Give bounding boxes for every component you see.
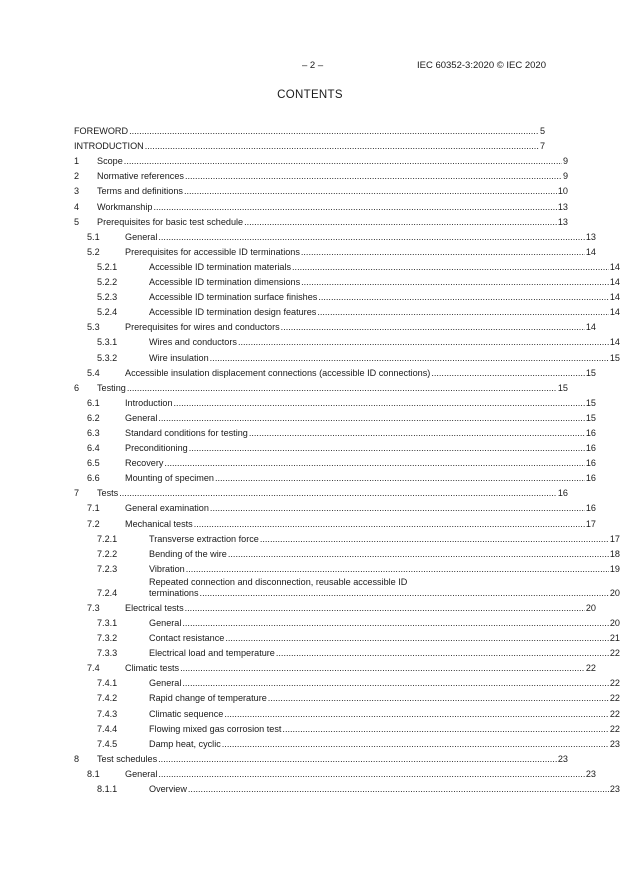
toc-entry-title: General: [149, 618, 182, 628]
toc-entry-body: [74, 754, 568, 767]
toc-entry-page: 22: [609, 723, 620, 734]
toc-entry[interactable]: [74, 335, 620, 350]
toc-entry-number: 4: [74, 201, 80, 212]
toc-entry-title: Wires and conductors: [149, 337, 237, 348]
toc-entry-number: 7.4: [87, 663, 100, 674]
toc-entry-title: Prerequisites for basic test schedule: [97, 216, 244, 227]
toc-entry-page: 22: [585, 663, 596, 674]
toc-entry-number: 7.2: [87, 518, 100, 529]
toc-entry[interactable]: [74, 154, 568, 169]
toc-entry-title: Damp heat, cyclic: [149, 738, 221, 749]
toc-entry-body: [74, 322, 596, 335]
toc-entry[interactable]: [74, 562, 620, 577]
toc-entry-number: 7.4.2: [97, 693, 118, 704]
dot-leader: [153, 202, 556, 213]
toc-entry-page: 23: [557, 753, 568, 764]
toc-entry-title: Preconditioning: [125, 443, 188, 454]
toc-entry-title: Climatic tests: [125, 663, 180, 674]
dot-leader: [292, 262, 609, 273]
toc-entry-title: Prerequisites for accessible ID terminations: [125, 246, 300, 257]
toc-entry-body: [74, 307, 620, 320]
dot-leader: [174, 398, 585, 409]
toc-entry-body: [74, 633, 620, 646]
page-title: CONTENTS: [277, 89, 343, 101]
toc-entry-title: Climatic sequence: [149, 708, 224, 719]
toc-entry-title: INTRODUCTION: [74, 141, 144, 152]
toc-entry[interactable]: [74, 139, 545, 154]
toc-entry[interactable]: [74, 767, 596, 782]
toc-entry-page: 14: [585, 246, 596, 257]
toc-entry-body: [74, 724, 620, 737]
toc-entry-body: [74, 383, 568, 396]
toc-entry-number: 5.4: [87, 367, 100, 378]
toc-entry-number: 5.3.2: [97, 352, 118, 363]
toc-entry-number: 5.2: [87, 246, 100, 257]
dot-leader: [184, 186, 557, 197]
toc-entry-body: [74, 368, 596, 381]
toc-entry[interactable]: [74, 124, 545, 139]
dot-leader: [282, 724, 608, 735]
dot-leader: [249, 428, 585, 439]
dot-leader: [194, 519, 585, 530]
dot-leader: [129, 126, 539, 137]
toc-entry-page: 16: [585, 473, 596, 484]
toc-entry-title: General: [125, 412, 158, 423]
toc-entry-body: [74, 648, 620, 661]
dot-leader: [228, 549, 609, 560]
toc-entry[interactable]: [74, 441, 596, 456]
toc-entry[interactable]: [74, 691, 620, 706]
toc-entry-body: [74, 217, 568, 230]
toc-entry-title: General: [125, 768, 158, 779]
toc-entry-title: Prerequisites for wires and conductors: [125, 322, 280, 333]
toc-entry[interactable]: [74, 547, 620, 562]
toc-entry-page: 13: [557, 216, 568, 227]
toc-entry-page: 21: [609, 633, 620, 644]
toc-entry-number: 5.2.2: [97, 277, 118, 288]
toc-entry-body: [74, 678, 620, 691]
toc-entry[interactable]: [74, 381, 568, 396]
toc-entry-body: [74, 171, 568, 184]
toc-entry-body: [74, 693, 620, 706]
toc-entry[interactable]: [74, 215, 568, 230]
toc-entry-body: [74, 473, 596, 486]
toc-entry-page: 19: [609, 563, 620, 574]
toc-entry-page: 14: [609, 277, 620, 288]
dot-leader: [158, 769, 585, 780]
toc-entry-number: 5.1: [87, 231, 100, 242]
toc-entry-number: 7.2.1: [97, 533, 118, 544]
dot-leader: [158, 413, 585, 424]
dot-leader: [158, 754, 557, 765]
toc-entry-page: 7: [539, 141, 545, 152]
dot-leader: [260, 534, 609, 545]
standard-reference: IEC 60352-3:2020 © IEC 2020: [416, 60, 546, 71]
toc-entry-page: 9: [562, 156, 568, 167]
toc-entry-page: 22: [609, 708, 620, 719]
toc-entry[interactable]: [74, 737, 620, 752]
dot-leader: [210, 353, 609, 364]
toc-entry-body: [74, 709, 620, 722]
toc-entry-page: 15: [585, 412, 596, 423]
toc-entry-number: 5.2.3: [97, 292, 118, 303]
dot-leader: [215, 473, 585, 484]
dot-leader: [268, 693, 609, 704]
toc-entry-body: [74, 564, 620, 577]
toc-entry-title: terminations: [149, 587, 199, 598]
toc-entry-page: 15: [585, 367, 596, 378]
toc-entry[interactable]: [74, 290, 620, 305]
toc-entry[interactable]: [74, 722, 620, 737]
toc-entry[interactable]: [74, 661, 596, 676]
toc-entry-title: Transverse extraction force: [149, 533, 259, 544]
toc-entry-body: [74, 603, 596, 616]
toc-entry-number: 6.6: [87, 473, 100, 484]
toc-entry-title: Electrical load and temperature: [149, 648, 275, 659]
toc-entry[interactable]: [74, 706, 620, 721]
table-of-contents: [74, 124, 620, 797]
toc-entry-page: 20: [609, 587, 620, 598]
toc-entry-page: 14: [585, 322, 596, 333]
toc-entry-title: Flowing mixed gas corrosion test: [149, 723, 282, 734]
toc-entry-page: 16: [585, 427, 596, 438]
toc-entry-number: 8: [74, 753, 80, 764]
toc-entry-number: 8.1.1: [97, 784, 118, 795]
toc-entry-number: 7.2.4: [97, 587, 118, 598]
toc-entry[interactable]: [74, 631, 620, 646]
toc-entry-title: Standard conditions for testing: [125, 427, 248, 438]
toc-entry[interactable]: [74, 616, 620, 631]
toc-entry-page: 14: [609, 337, 620, 348]
toc-entry[interactable]: [74, 471, 596, 486]
toc-entry-body: [74, 232, 596, 245]
dot-leader: [182, 678, 609, 689]
toc-entry-body: [74, 277, 620, 290]
dot-leader: [189, 443, 585, 454]
toc-entry-page: 16: [585, 443, 596, 454]
toc-entry-line: [149, 577, 620, 588]
dot-leader: [185, 171, 562, 182]
toc-entry-title: Bending of the wire: [149, 548, 227, 559]
toc-entry-title: Introduction: [125, 397, 173, 408]
dot-leader: [318, 292, 609, 303]
toc-entry-page: 14: [609, 307, 620, 318]
toc-entry-title: Electrical tests: [125, 602, 184, 613]
toc-entry-number: 7.4.1: [97, 678, 118, 689]
toc-entry-title: Accessible ID termination surface finishes: [149, 292, 318, 303]
toc-entry[interactable]: [74, 752, 568, 767]
toc-entry-title: Rapid change of temperature: [149, 693, 267, 704]
toc-entry-number: 1: [74, 156, 80, 167]
toc-entry-number: 5.2.4: [97, 307, 118, 318]
toc-entry-title: Contact resistance: [149, 633, 225, 644]
dot-leader: [301, 247, 585, 258]
toc-entry[interactable]: [74, 184, 568, 199]
toc-entry-body: [74, 503, 596, 516]
toc-entry-number: 5.3.1: [97, 337, 118, 348]
toc-entry-number: 3: [74, 186, 80, 197]
toc-entry[interactable]: [74, 676, 620, 691]
toc-entry-body: [74, 577, 620, 601]
toc-entry[interactable]: [74, 516, 596, 531]
toc-entry[interactable]: [74, 305, 620, 320]
toc-entry-number: 6.3: [87, 427, 100, 438]
toc-entry-body: [74, 156, 568, 169]
toc-entry-title: Mechanical tests: [125, 518, 193, 529]
toc-entry[interactable]: [74, 601, 596, 616]
toc-entry[interactable]: [74, 782, 620, 797]
toc-entry-page: 9: [562, 171, 568, 182]
toc-entry[interactable]: [74, 275, 620, 290]
dot-leader: [182, 618, 609, 629]
dot-leader: [238, 337, 609, 348]
dot-leader: [124, 156, 562, 167]
toc-entry-page: 23: [585, 768, 596, 779]
toc-entry-number: 6: [74, 382, 80, 393]
toc-entry[interactable]: [74, 486, 568, 501]
toc-entry-page: 20: [585, 602, 596, 613]
toc-entry-title: Recovery: [125, 458, 164, 469]
toc-entry-title: Accessible ID termination dimensions: [149, 277, 301, 288]
toc-entry-page: 23: [609, 738, 620, 749]
toc-entry-page: 16: [557, 488, 568, 499]
toc-entry-body: [74, 186, 568, 199]
toc-entry-number: 6.2: [87, 412, 100, 423]
toc-entry-body: [74, 784, 620, 797]
toc-entry-number: 7.2.3: [97, 563, 118, 574]
toc-entry-page: 13: [585, 231, 596, 242]
toc-entry-body: [74, 337, 620, 350]
dot-leader: [276, 648, 609, 659]
toc-entry-body: [74, 262, 620, 275]
toc-entry-body: [74, 428, 596, 441]
toc-entry-number: 7.3.2: [97, 633, 118, 644]
toc-entry[interactable]: [74, 532, 620, 547]
toc-entry-body: [74, 519, 596, 532]
toc-entry-title: Test schedules: [97, 753, 158, 764]
toc-entry-number: 6.1: [87, 397, 100, 408]
toc-entry-page: 14: [609, 292, 620, 303]
dot-leader: [317, 307, 609, 318]
toc-entry[interactable]: [74, 456, 596, 471]
toc-entry-title: Scope: [97, 156, 123, 167]
toc-entry-title: Overview: [149, 784, 187, 795]
toc-entry-number: 7.2.2: [97, 548, 118, 559]
toc-entry-number: 7.3: [87, 602, 100, 613]
dot-leader: [186, 564, 609, 575]
toc-entry-number: 7.3.3: [97, 648, 118, 659]
toc-entry-page: 22: [609, 648, 620, 659]
toc-entry-page: 17: [609, 533, 620, 544]
page-number: – 2 –: [302, 60, 324, 71]
toc-entry[interactable]: [74, 169, 568, 184]
dot-leader: [244, 217, 557, 228]
toc-entry-page: 13: [557, 201, 568, 212]
toc-entry-body: [74, 618, 620, 631]
toc-entry[interactable]: [74, 411, 596, 426]
dot-leader: [164, 458, 584, 469]
toc-entry-page: 22: [609, 678, 620, 689]
toc-entry[interactable]: [74, 426, 596, 441]
toc-entry[interactable]: [74, 501, 596, 516]
toc-entry[interactable]: [74, 260, 620, 275]
toc-entry-body: [74, 663, 596, 676]
toc-entry-body: [74, 443, 596, 456]
toc-entry[interactable]: [74, 350, 620, 365]
toc-entry[interactable]: [74, 199, 568, 214]
dot-leader: [119, 488, 557, 499]
toc-entry-page: 20: [609, 618, 620, 628]
toc-entry-page: 16: [585, 503, 596, 514]
toc-entry-page: 10: [557, 186, 568, 197]
dot-leader: [431, 368, 585, 379]
toc-entry-number: 7.4.5: [97, 738, 118, 749]
dot-leader: [222, 739, 609, 750]
toc-entry-body: [74, 247, 596, 260]
dot-leader: [224, 709, 609, 720]
dot-leader: [185, 603, 585, 614]
toc-entry-line: [149, 588, 620, 599]
toc-entry-title: Testing: [97, 382, 126, 393]
dot-leader: [127, 383, 557, 394]
toc-entry-body: [74, 549, 620, 562]
toc-entry[interactable]: [74, 230, 596, 245]
dot-leader: [210, 503, 585, 514]
toc-entry-page: 16: [585, 458, 596, 469]
dot-leader: [225, 633, 609, 644]
toc-entry-body: [74, 488, 568, 501]
dot-leader: [180, 663, 585, 674]
toc-entry-body: [74, 458, 596, 471]
toc-entry-page: 14: [609, 261, 620, 272]
toc-entry-title: General: [125, 231, 158, 242]
toc-entry-number: 5.2.1: [97, 261, 118, 272]
toc-entry-body: [74, 769, 596, 782]
toc-entry-body: [74, 202, 568, 215]
dot-leader: [158, 232, 585, 243]
toc-entry-number: 5.3: [87, 322, 100, 333]
toc-entry-number: 7.4.3: [97, 708, 118, 719]
toc-entry-title: FOREWORD: [74, 126, 129, 137]
toc-entry-title: Repeated connection and disconnection, reusable accessible ID: [149, 576, 408, 587]
toc-entry-number: 7.3.1: [97, 618, 118, 628]
toc-entry-title: Accessible ID termination materials: [149, 261, 292, 272]
toc-entry-page: 18: [609, 548, 620, 559]
toc-entry-title: Accessible ID termination design features: [149, 307, 317, 318]
toc-entry-body: [74, 534, 620, 547]
toc-entry-number: 6.5: [87, 458, 100, 469]
toc-entry-number: 7.4.4: [97, 723, 118, 734]
toc-entry-page: 5: [539, 126, 545, 137]
toc-entry-title: Terms and definitions: [97, 186, 183, 197]
toc-entry[interactable]: [74, 320, 596, 335]
toc-entry[interactable]: [74, 576, 620, 601]
toc-entry-page: 17: [585, 518, 596, 529]
toc-entry-title: General: [149, 678, 182, 689]
toc-entry-title: General examination: [125, 503, 209, 514]
toc-entry[interactable]: [74, 396, 596, 411]
toc-entry-title: Vibration: [149, 563, 185, 574]
dot-leader: [200, 588, 609, 599]
toc-entry[interactable]: [74, 646, 620, 661]
toc-entry[interactable]: [74, 366, 596, 381]
toc-entry-number: 7: [74, 488, 80, 499]
toc-entry-body: [74, 739, 620, 752]
toc-entry-page: 15: [609, 352, 620, 363]
dot-leader: [281, 322, 585, 333]
toc-entry-body: [74, 413, 596, 426]
toc-entry-title: Normative references: [97, 171, 184, 182]
toc-entry-number: 2: [74, 171, 80, 182]
toc-entry[interactable]: [74, 245, 596, 260]
toc-entry-page: 15: [585, 397, 596, 408]
toc-entry-title: Mounting of specimen: [125, 473, 214, 484]
toc-entry-title: Workmanship: [97, 201, 153, 212]
dot-leader: [145, 141, 539, 152]
toc-entry-page: 22: [609, 693, 620, 704]
toc-entry-page: 15: [557, 382, 568, 393]
toc-entry-number: 6.4: [87, 443, 100, 454]
toc-entry-number: 8.1: [87, 768, 100, 779]
toc-entry-body: [74, 353, 620, 366]
dot-leader: [301, 277, 609, 288]
toc-entry-title: Accessible insulation displacement connections (accessible ID connections): [125, 367, 431, 378]
toc-entry-title: Tests: [97, 488, 119, 499]
toc-entry-number: 7.1: [87, 503, 100, 514]
toc-entry-body: [74, 292, 620, 305]
dot-leader: [188, 784, 609, 795]
toc-entry-body: [74, 141, 545, 154]
toc-entry-body: [74, 398, 596, 411]
toc-entry-number: 5: [74, 216, 80, 227]
toc-entry-body: [74, 126, 545, 139]
toc-entry-page: 23: [609, 784, 620, 795]
toc-entry-title: Wire insulation: [149, 352, 209, 363]
